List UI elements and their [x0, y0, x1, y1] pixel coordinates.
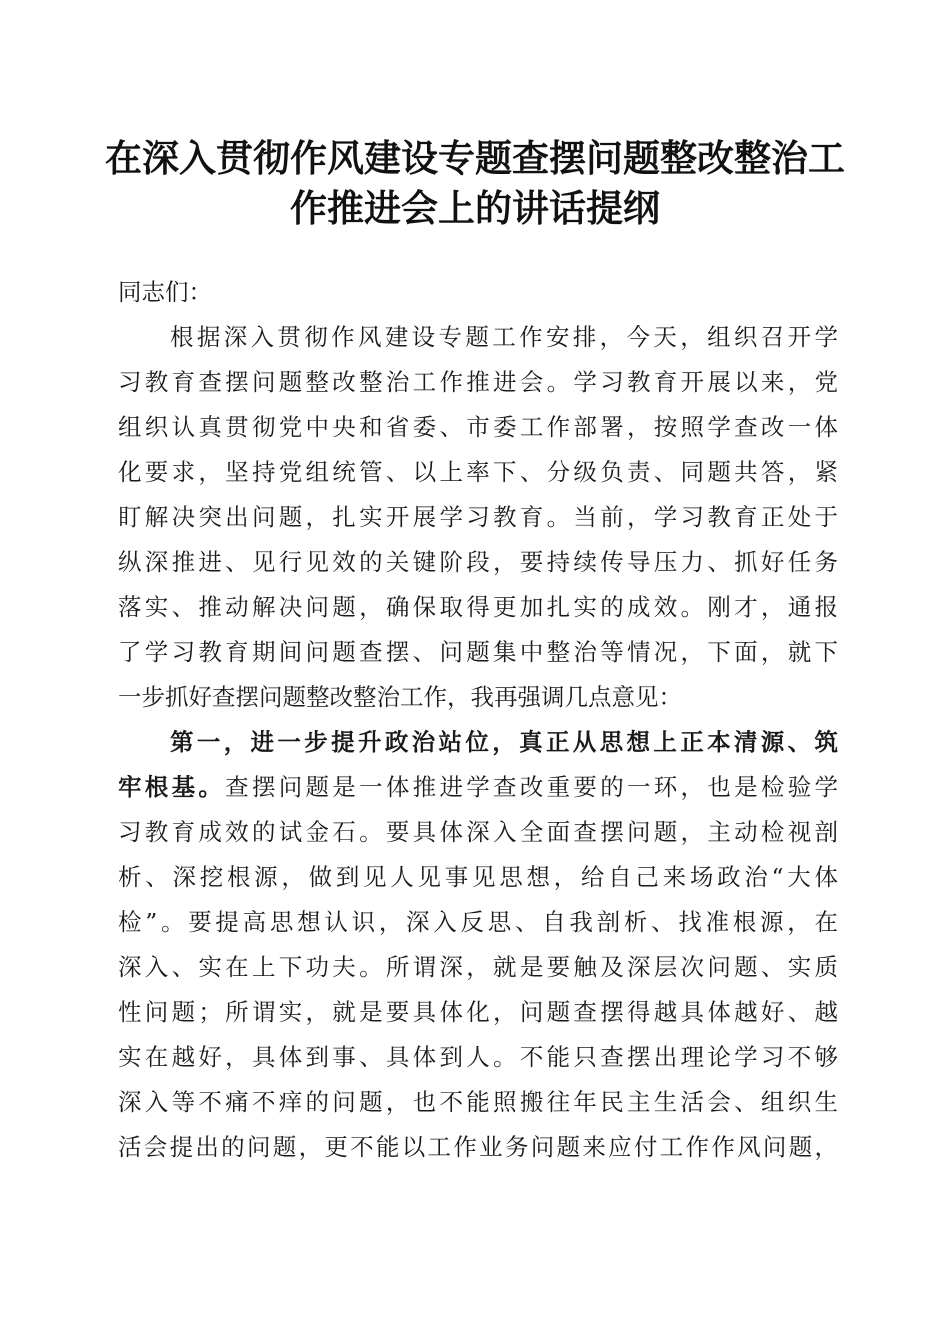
document-title	[100, 133, 850, 233]
paragraph-line: 化要求，坚持党组统管、以上率下、分级负责、同题共答，紧	[118, 458, 838, 486]
paragraph-line: 盯解决突出问题，扎实开展学习教育。当前，学习教育正处于	[118, 503, 838, 531]
paragraph-line: 了学习教育期间问题查摆、问题集中整治等情况，下面，就下	[118, 638, 838, 666]
paragraph-line: 性问题；所谓实，就是要具体化，问题查摆得越具体越好、越	[118, 998, 838, 1026]
paragraph-line: 纵深推进、见行见效的关键阶段，要持续传导压力、抓好任务	[118, 548, 838, 576]
title-line-2: 作推进会上的讲话提纲	[290, 186, 660, 230]
salutation: 同志们：	[118, 278, 212, 306]
section-heading-line: 第一，进一步提升政治站位，真正从思想上正本清源、筑	[170, 728, 838, 756]
paragraph-line: 一步抓好查摆问题整改整治工作，我再强调几点意见：	[118, 683, 682, 711]
paragraph-2	[118, 720, 838, 1170]
paragraph-line: 实在越好，具体到事、具体到人。不能只查摆出理论学习不够	[118, 1043, 838, 1071]
section-heading-end: 牢根基。	[118, 773, 226, 801]
paragraph-line: 活会提出的问题，更不能以工作业务问题来应付工作作风问题，	[118, 1133, 838, 1161]
paragraph-line-mixed	[118, 765, 838, 810]
paragraph-line: 习教育成效的试金石。要具体深入全面查摆问题，主动检视剖	[118, 818, 838, 846]
title-line-1: 在深入贯彻作风建设专题查摆问题整改整治工	[105, 136, 845, 180]
paragraph-line: 深入等不痛不痒的问题，也不能照搬往年民主生活会、组织生	[118, 1088, 838, 1116]
paragraph-line: 深入、实在上下功夫。所谓深，就是要触及深层次问题、实质	[118, 953, 838, 981]
paragraph-line: 落实、推动解决问题，确保取得更加扎实的成效。刚才，通报	[118, 593, 838, 621]
document-body	[118, 270, 838, 1170]
paragraph-line: 根据深入贯彻作风建设专题工作安排，今天，组织召开学	[170, 323, 838, 351]
paragraph-line: 习教育查摆问题整改整治工作推进会。学习教育开展以来，党	[118, 368, 838, 396]
paragraph-text: 查摆问题是一体推进学查改重要的一环，也是检验学	[225, 773, 839, 801]
paragraph-1	[118, 315, 838, 720]
paragraph-line: 组织认真贯彻党中央和省委、市委工作部署，按照学查改一体	[118, 413, 838, 441]
paragraph-line: 析、深挖根源，做到见人见事见思想，给自己来场政治“大体	[118, 863, 838, 891]
paragraph-line: 检”。要提高思想认识，深入反思、自我剖析、找准根源，在	[118, 908, 838, 936]
